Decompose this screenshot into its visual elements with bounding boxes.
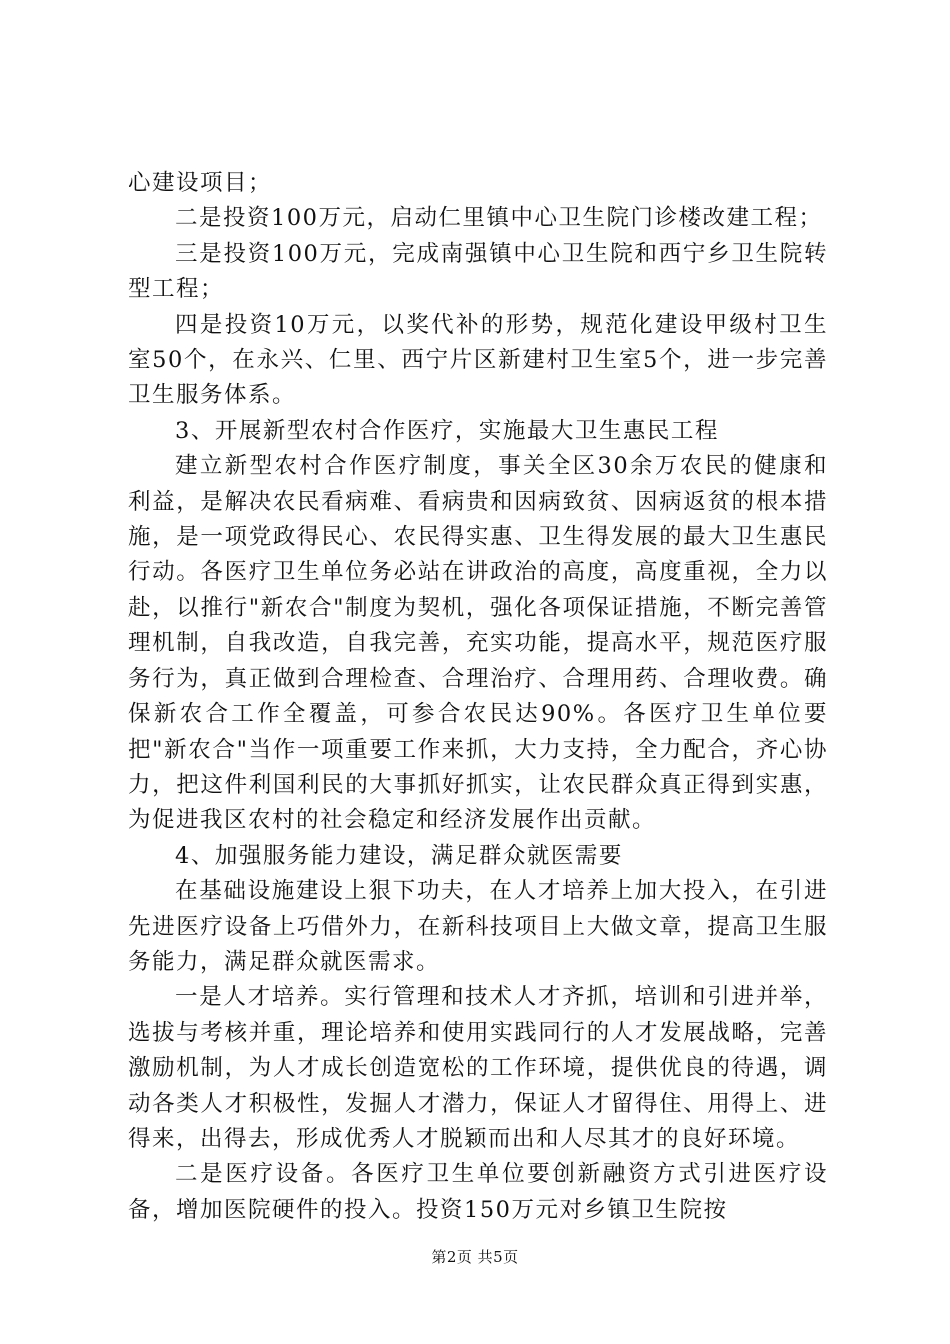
page-number-footer: 第2页 共5页 <box>431 1248 519 1266</box>
section-heading-4: 4、加强服务能力建设，满足群众就医需要 <box>175 842 623 869</box>
paragraph-talent-training: 一是人才培养。实行管理和技术人才齐抓，培训和引进并举，选拔与考核并重，理论培养和使用实践同行的人才发展战略，完善激励机制，为人才成长创造宽松的工作环境，提供优良的待遇，调动各类人才积极性，发掘人才潜力，保证人才留得住、用得上、进得来，出得去，形成优秀人才脱颖而出和人尽其才的良好环境。 <box>128 984 828 1152</box>
section-heading-3: 3、开展新型农村合作医疗，实施最大卫生惠民工程 <box>175 417 719 444</box>
paragraph-item-two: 二是投资100万元，启动仁里镇中心卫生院门诊楼改建工程； <box>175 205 823 232</box>
paragraph-continuation: 心建设项目； <box>128 170 273 196</box>
document-body <box>128 166 828 1228</box>
paragraph-service-capacity: 在基础设施建设上狠下功夫，在人才培养上加大投入，在引进先进医疗设备上巧借外力，在新科技项目上大做文章，提高卫生服务能力，满足群众就医需求。 <box>128 878 828 975</box>
paragraph-medical-equipment: 二是医疗设备。各医疗卫生单位要创新融资方式引进医疗设备，增加医院硬件的投入。投资150万元对乡镇卫生院按 <box>128 1161 828 1223</box>
paragraph-item-three: 三是投资100万元，完成南强镇中心卫生院和西宁乡卫生院转型工程； <box>128 240 828 303</box>
paragraph-cooperative-medical: 建立新型农村合作医疗制度，事关全区30余万农民的健康和利益，是解决农民看病难、看病贵和因病致贫、因病返贫的根本措施，是一项党政得民心、农民得实惠、卫生得发展的最大卫生惠民行动。各医疗卫生单位务必站在讲政治的高度，高度重视，全力以赴，以推行"新农合"制度为契机，强化各项保证措施，不断完善管理机制，自我改造，自我完善，充实功能，提高水平，规范医疗服务行为，真正做到合理检查、合理治疗、合理用药、合理收费。确保新农合工作全覆盖，可参合农民达90%。各医疗卫生单位要把"新农合"当作一项重要工作来抓，大力支持，全力配合，齐心协力，把这件利国利民的大事抓好抓实，让农民群众真正得到实惠，为促进我区农村的社会稳定和经济发展作出贡献。 <box>128 453 828 834</box>
paragraph-item-four: 四是投资10万元，以奖代补的形势，规范化建设甲级村卫生室50个，在永兴、仁里、西宁片区新建村卫生室5个，进一步完善卫生服务体系。 <box>128 311 828 409</box>
